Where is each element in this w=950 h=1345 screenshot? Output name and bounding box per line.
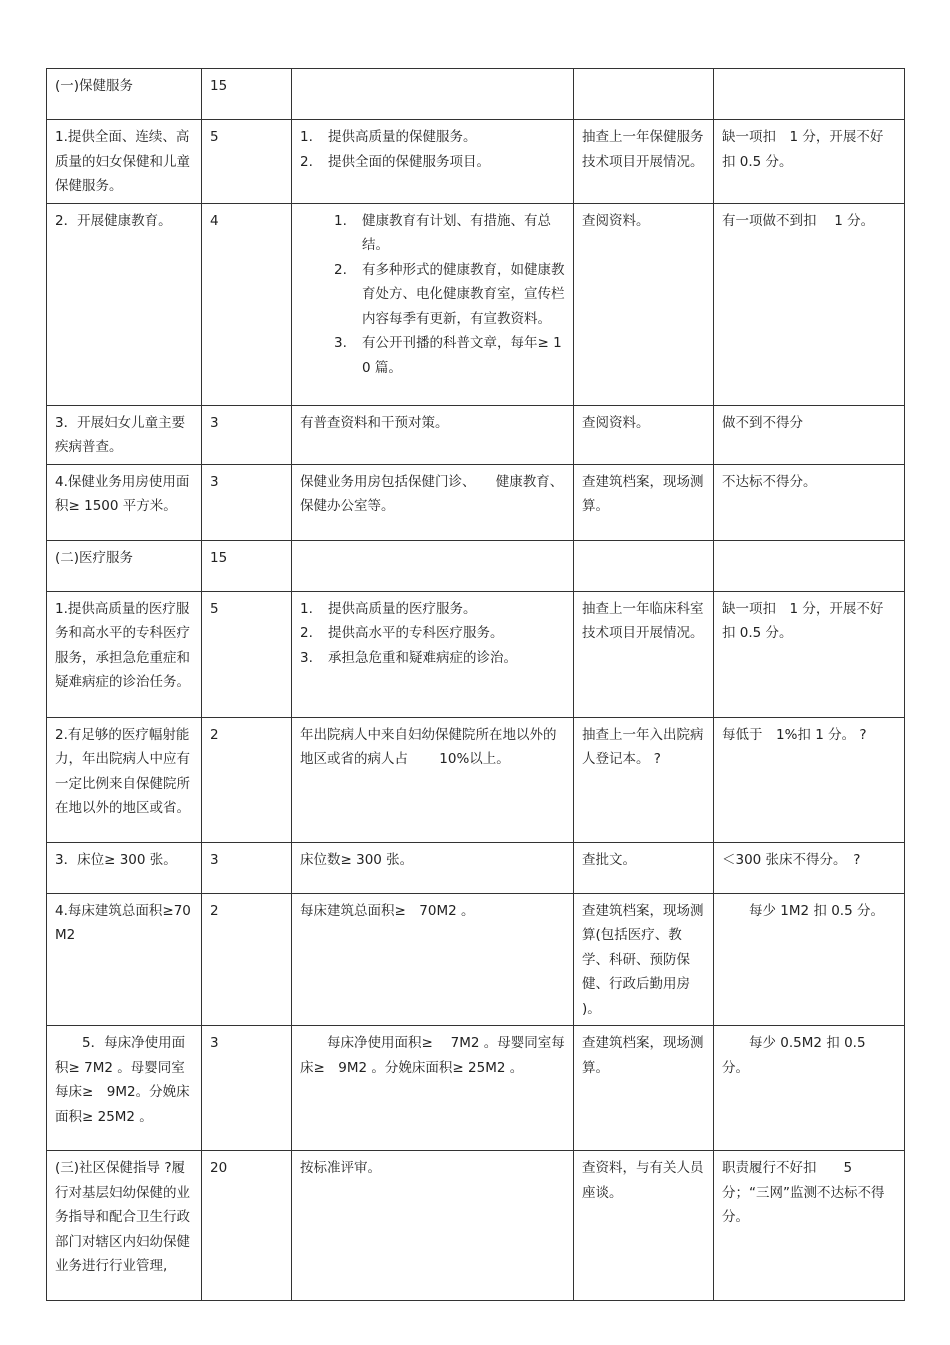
- table-row: [47, 1151, 905, 1301]
- content-list: [300, 209, 565, 381]
- method-cell: 查建筑档案，现场测算。: [574, 464, 714, 540]
- score-cell: 15: [202, 540, 292, 591]
- deduct-cell: ＜300 张床不得分。 ?: [714, 842, 905, 893]
- item-cell: 1.提供高质量的医疗服务和高水平的专科医疗服务，承担急危重症和疑难病症的诊治任务。: [47, 591, 202, 717]
- deduct-cell: 缺一项扣 1 分，开展不好扣 0.5 分。: [714, 120, 905, 204]
- list-item: 1. 健康教育有计划、有措施、有总结。: [334, 212, 551, 253]
- list-item: 2. 有多种形式的健康教育，如健康教育处方、电化健康教育室，宣传栏内容每季有更新，有宣教资料。: [334, 261, 565, 327]
- list-item: 1. 提供高质量的保健服务。: [300, 129, 477, 145]
- method-cell: 查建筑档案，现场测算(包括医疗、教学、科研、预防保健、行政后勤用房 )。: [574, 893, 714, 1026]
- method-cell: 抽查上一年入出院病人登记本。 ?: [574, 717, 714, 842]
- item-cell: 4.保健业务用房使用面积≥ 1500 平方米。: [47, 464, 202, 540]
- content-cell: 床位数≥ 300 张。: [292, 842, 574, 893]
- deduct-cell: 每低于 1%扣 1 分。 ?: [714, 717, 905, 842]
- content-cell: 有普查资料和干预对策。: [292, 405, 574, 464]
- item-cell: 5．每床净使用面积≥ 7M2 。母婴同室每床≥ 9M2。分娩床面积≥ 25M2 。: [47, 1026, 202, 1151]
- item-cell: (三)社区保健指导 ?履行对基层妇幼保健的业务指导和配合卫生行政部门对辖区内妇幼保健业务进行行业管理,: [47, 1151, 202, 1301]
- score-cell: 3: [202, 405, 292, 464]
- method-cell: 查批文。: [574, 842, 714, 893]
- deduct-cell: 缺一项扣 1 分，开展不好扣 0.5 分。: [714, 591, 905, 717]
- item-cell: 3．床位≥ 300 张。: [47, 842, 202, 893]
- deduct-cell: 职责履行不好扣 5 分；“三网”监测不达标不得分。: [714, 1151, 905, 1301]
- item-cell: 3．开展妇女儿童主要疾病普查。: [47, 405, 202, 464]
- deduct-cell: 每少 1M2 扣 0.5 分。: [714, 893, 905, 1026]
- list-item: 1. 提供高质量的医疗服务。: [300, 600, 477, 617]
- item-cell: 2.有足够的医疗幅射能力，年出院病人中应有一定比例来自保健院所在地以外的地区或省。: [47, 717, 202, 842]
- deduct-cell: 做不到不得分: [714, 405, 905, 464]
- table-row: [47, 842, 905, 893]
- deduct-cell: 每少 0.5M2 扣 0.5 分。: [714, 1026, 905, 1151]
- table-row: [47, 540, 905, 591]
- deduct-cell: [714, 69, 905, 120]
- item-cell: 4.每床建筑总面积≥70M2: [47, 893, 202, 1026]
- content-cell: 每床净使用面积≥ 7M2 。母婴同室每床≥ 9M2 。分娩床面积≥ 25M2 。: [292, 1026, 574, 1151]
- deduct-cell: 不达标不得分。: [714, 464, 905, 540]
- method-cell: [574, 540, 714, 591]
- content-cell: 按标准评审。: [292, 1151, 574, 1301]
- list-item: 2. 提供高水平的专科医疗服务。: [300, 625, 504, 641]
- content-cell: [292, 69, 574, 120]
- content-cell: [292, 203, 574, 405]
- score-cell: 2: [202, 717, 292, 842]
- list-item: 3. 承担急危重和疑难病症的诊治。: [300, 649, 517, 666]
- score-cell: 20: [202, 1151, 292, 1301]
- list-item: 3. 有公开刊播的科普文章，每年≥ 10 篇。: [334, 335, 562, 376]
- table-row: [47, 717, 905, 842]
- content-list: [300, 125, 565, 174]
- table-row: [47, 120, 905, 204]
- item-cell: (二)医疗服务: [47, 540, 202, 591]
- table-row: [47, 464, 905, 540]
- content-cell: 保健业务用房包括保健门诊、 健康教育、保健办公室等。: [292, 464, 574, 540]
- content-cell: 年出院病人中来自妇幼保健院所在地以外的地区或省的病人占 10%以上。: [292, 717, 574, 842]
- score-cell: 5: [202, 591, 292, 717]
- method-cell: 查阅资料。: [574, 203, 714, 405]
- method-cell: 查资料，与有关人员座谈。: [574, 1151, 714, 1301]
- table-row: [47, 405, 905, 464]
- content-cell: 每床建筑总面积≥ 70M2 。: [292, 893, 574, 1026]
- score-cell: 3: [202, 464, 292, 540]
- score-cell: 3: [202, 842, 292, 893]
- score-cell: 15: [202, 69, 292, 120]
- content-list: [300, 597, 565, 671]
- deduct-cell: 有一项做不到扣 1 分。: [714, 203, 905, 405]
- table-row: [47, 591, 905, 717]
- method-cell: 查建筑档案，现场测算。: [574, 1026, 714, 1151]
- method-cell: 查阅资料。: [574, 405, 714, 464]
- score-cell: 2: [202, 893, 292, 1026]
- item-cell: 2．开展健康教育。: [47, 203, 202, 405]
- table-row: [47, 203, 905, 405]
- content-cell: [292, 120, 574, 204]
- score-cell: 3: [202, 1026, 292, 1151]
- table-row: [47, 69, 905, 120]
- score-cell: 4: [202, 203, 292, 405]
- table-row: [47, 1026, 905, 1151]
- method-cell: 抽查上一年保健服务技术项目开展情况。: [574, 120, 714, 204]
- content-cell: [292, 540, 574, 591]
- score-cell: 5: [202, 120, 292, 204]
- evaluation-table: [46, 68, 905, 1301]
- content-cell: [292, 591, 574, 717]
- table-row: [47, 893, 905, 1026]
- method-cell: 抽查上一年临床科室技术项目开展情况。: [574, 591, 714, 717]
- item-cell: 1.提供全面、连续、高质量的妇女保健和儿童保健服务。: [47, 120, 202, 204]
- method-cell: [574, 69, 714, 120]
- deduct-cell: [714, 540, 905, 591]
- item-cell: (一)保健服务: [47, 69, 202, 120]
- list-item: 2. 提供全面的保健服务项目。: [300, 153, 490, 170]
